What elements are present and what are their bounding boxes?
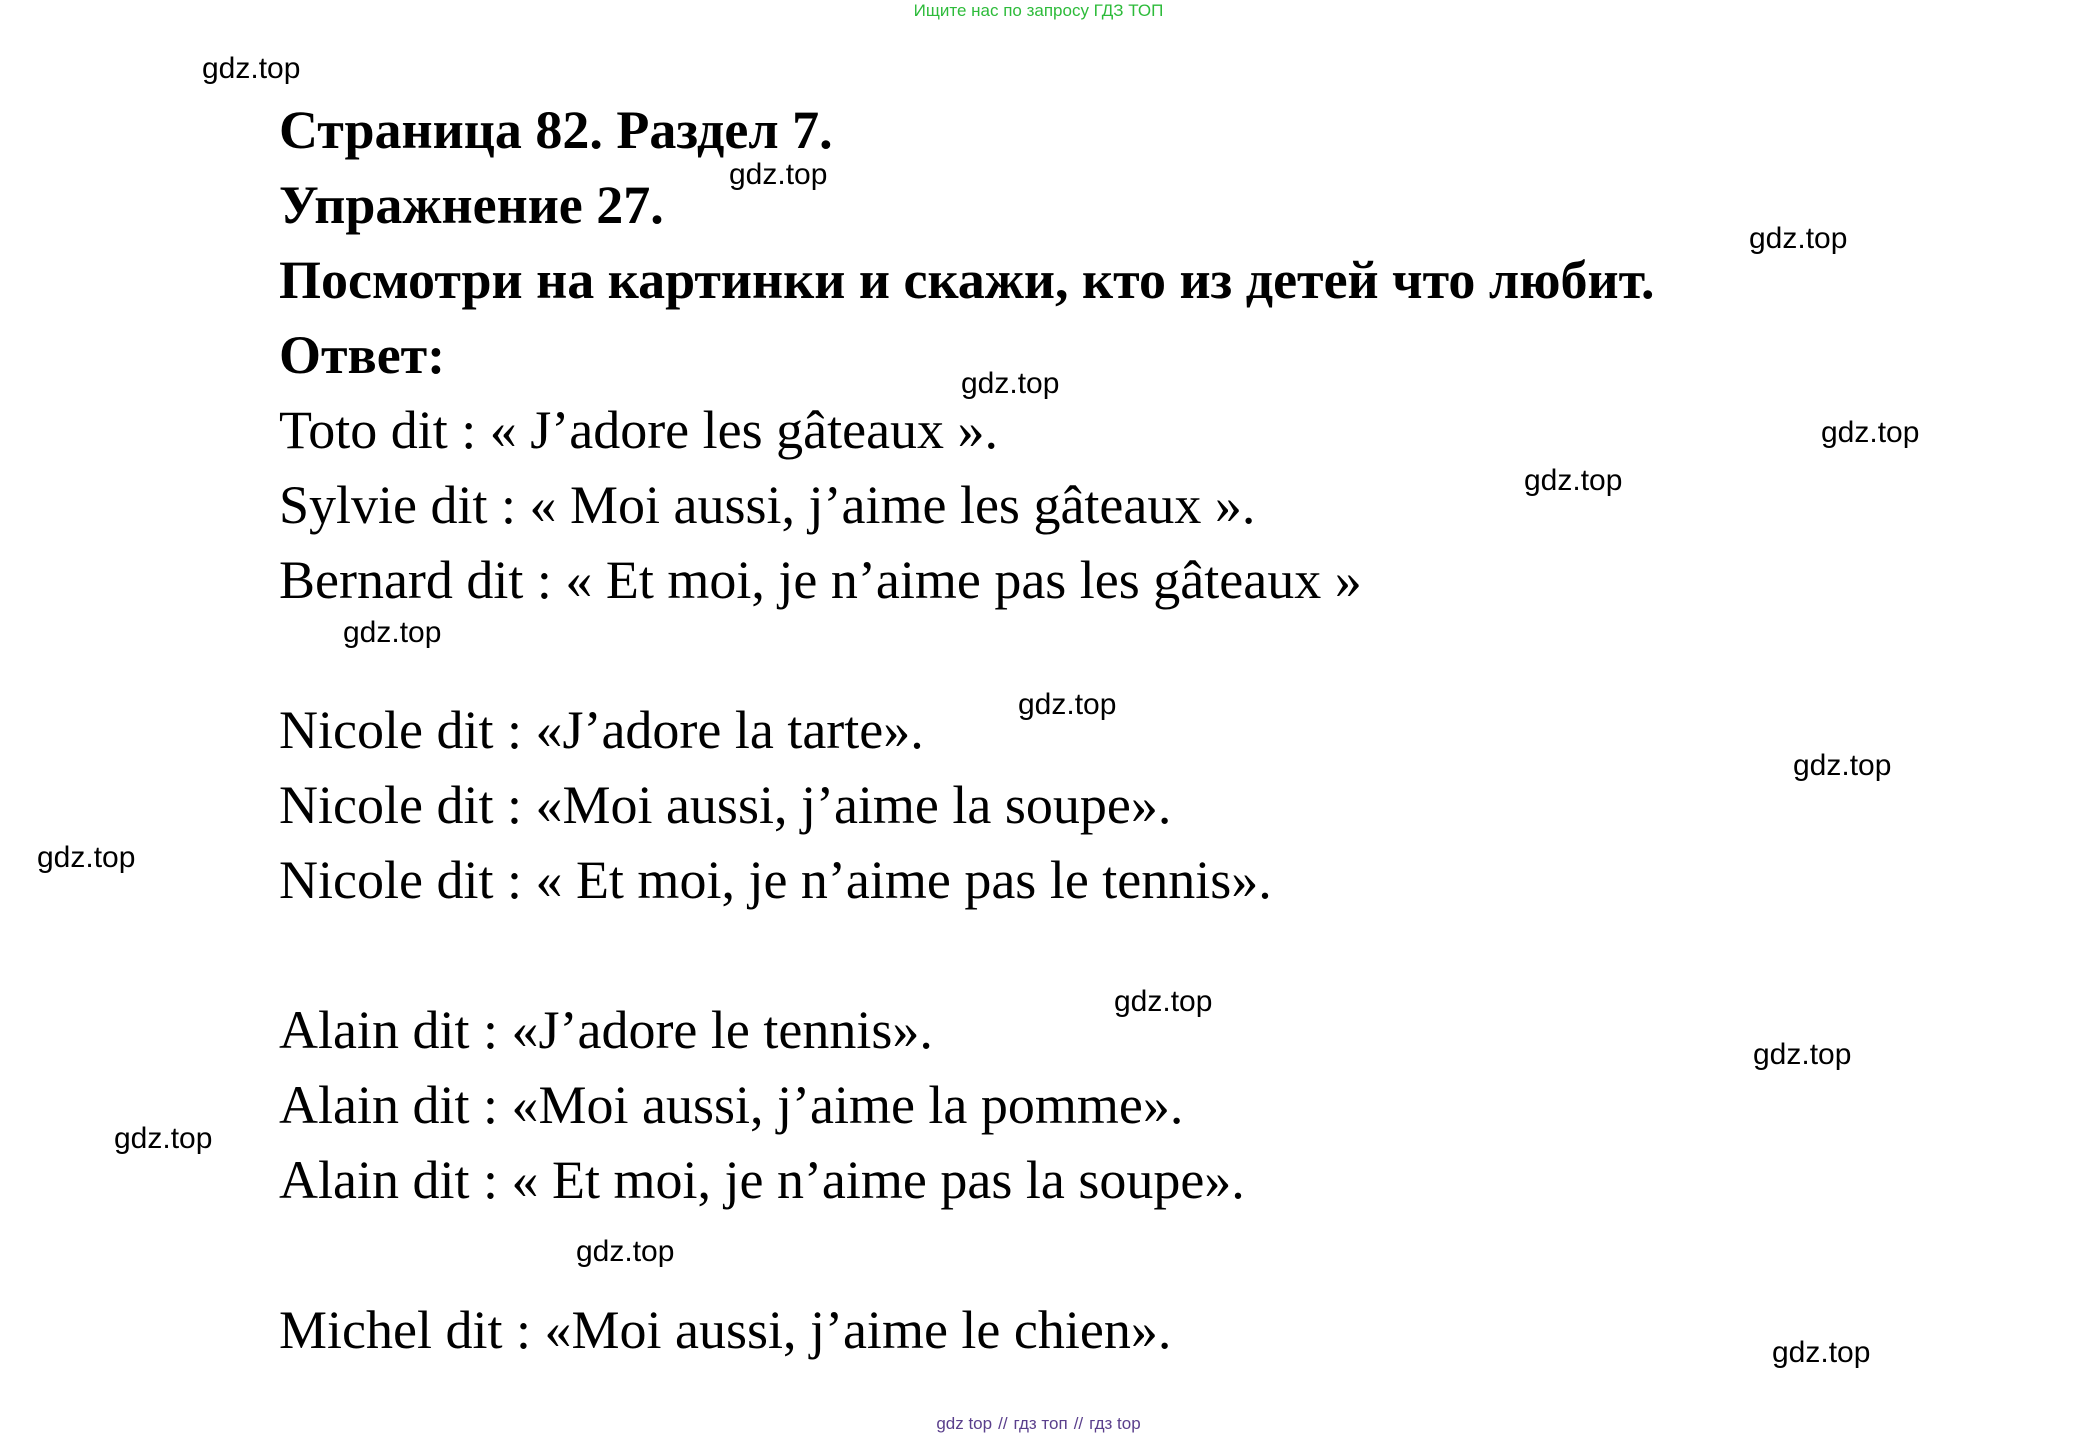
answer-line: Michel dit : «Moi aussi, j’aime le chien». — [279, 1300, 1172, 1360]
spacer — [279, 618, 2039, 693]
answer-line: Nicole dit : « Et moi, je n’aime pas le tennis». — [279, 850, 1272, 910]
answer-line: Nicole dit : «Moi aussi, j’aime la soupe». — [279, 775, 1172, 835]
answer-group-1 — [279, 393, 2039, 618]
task-text: Посмотри на картинки и скажи, кто из детей что любит. — [279, 250, 1655, 310]
watermark: gdz.top — [37, 841, 136, 874]
answer-line: Nicole dit : «J’adore la tarte». — [279, 700, 924, 760]
spacer — [279, 918, 2039, 993]
watermark: gdz.top — [1772, 1336, 1871, 1369]
document-content — [279, 93, 2039, 1368]
watermark: gdz.top — [1018, 688, 1117, 721]
footer-separator: // — [998, 1414, 1008, 1433]
watermark: gdz.top — [1821, 416, 1920, 449]
spacer — [279, 1218, 2039, 1293]
answer-group-3 — [279, 993, 2039, 1218]
watermark: gdz.top — [576, 1235, 675, 1268]
answer-group-2 — [279, 693, 2039, 918]
answer-line: Alain dit : «J’adore le tennis». — [279, 1000, 933, 1060]
watermark: gdz.top — [1793, 749, 1892, 782]
answer-line: Alain dit : «Moi aussi, j’aime la pomme». — [279, 1075, 1184, 1135]
footer-link[interactable]: гдз top — [1089, 1414, 1141, 1433]
page-title: Страница 82. Раздел 7. — [279, 100, 833, 160]
footer-links — [0, 1414, 2077, 1434]
watermark: gdz.top — [1114, 985, 1213, 1018]
watermark: gdz.top — [729, 158, 828, 191]
answer-line: Alain dit : « Et moi, je n’aime pas la soupe». — [279, 1150, 1245, 1210]
watermark: gdz.top — [202, 52, 301, 85]
watermark: gdz.top — [961, 367, 1060, 400]
exercise-title: Упражнение 27. — [279, 175, 664, 235]
answer-line: Bernard dit : « Et moi, je n’aime pas les gâteaux » — [279, 550, 1362, 610]
watermark: gdz.top — [1749, 222, 1848, 255]
answer-label: Ответ: — [279, 325, 446, 385]
watermark: gdz.top — [114, 1122, 213, 1155]
footer-separator: // — [1073, 1414, 1084, 1433]
answer-line: Sylvie dit : « Moi aussi, j’aime les gâteaux ». — [279, 475, 1256, 535]
watermark: gdz.top — [1524, 464, 1623, 497]
footer-link[interactable]: gdz top — [936, 1414, 993, 1433]
footer-link[interactable]: гдз топ — [1013, 1414, 1068, 1433]
watermark: gdz.top — [343, 616, 442, 649]
answer-line: Toto dit : « J’adore les gâteaux ». — [279, 400, 999, 460]
watermark: gdz.top — [1753, 1038, 1852, 1071]
top-banner[interactable]: Ищите нас по запросу ГДЗ ТОП — [913, 1, 1164, 20]
